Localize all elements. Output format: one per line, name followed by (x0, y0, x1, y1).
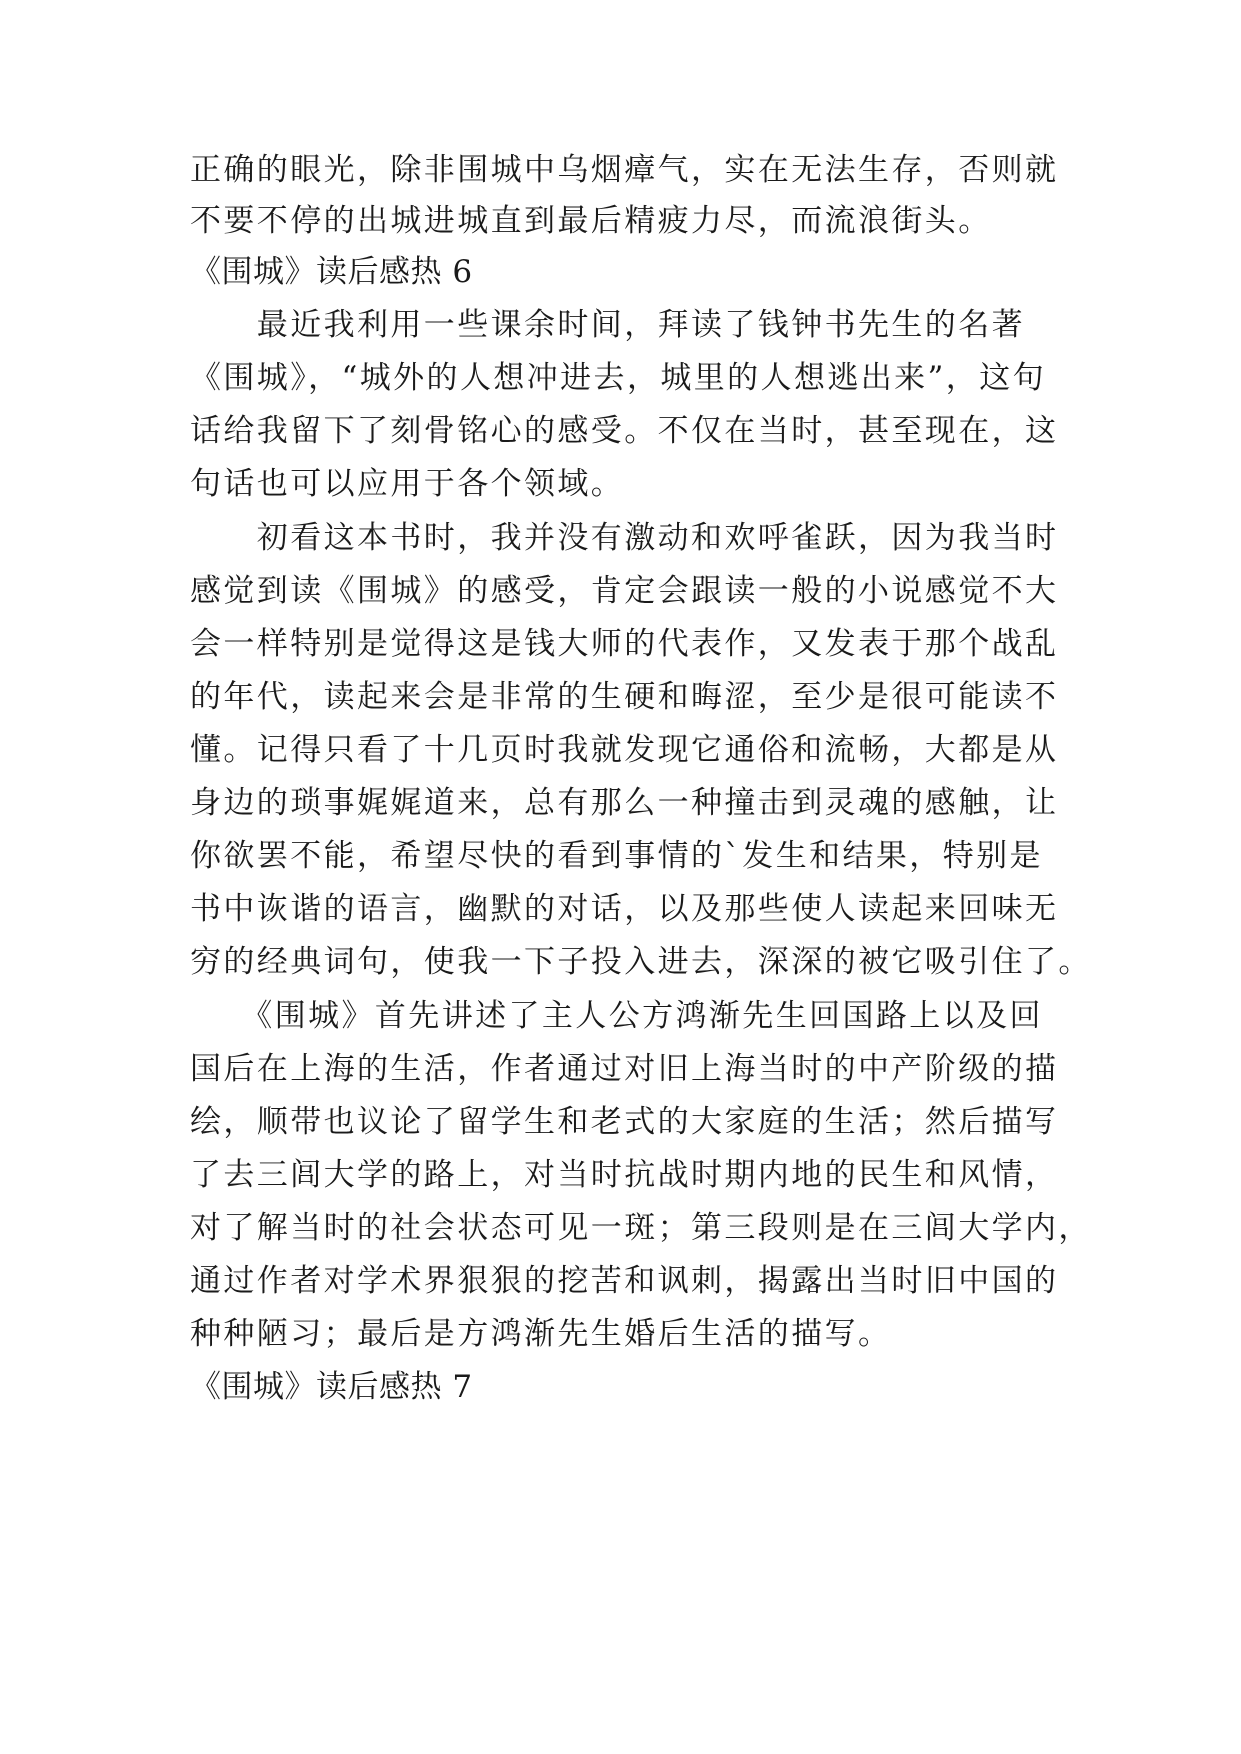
body-text-line: 种种陋习；最后是方鸿渐先生婚后生活的描写。 (190, 1316, 892, 1352)
body-text-line: 感觉到读《围城》的感受，肯定会跟读一般的小说感觉不大 (190, 573, 1059, 609)
body-text-line: 正确的眼光，除非围城中乌烟瘴气，实在无法生存，否则就 (190, 152, 1059, 188)
body-text-line: 不要不停的出城进城直到最后精疲力尽，而流浪街头。 (190, 203, 992, 239)
body-text-line: 穷的经典词句，使我一下子投入进去，深深的被它吸引住了。 (190, 944, 1092, 980)
body-text-line: 绘，顺带也议论了留学生和老式的大家庭的生活；然后描写 (190, 1104, 1059, 1140)
body-text-line: 《围城》首先讲述了主人公方鸿渐先生回国路上以及回 (190, 998, 1043, 1034)
body-text-line: 书中诙谐的语言，幽默的对话，以及那些使人读起来回味无 (190, 891, 1059, 927)
body-text-line: 通过作者对学术界狠狠的挖苦和讽刺，揭露出当时旧中国的 (190, 1263, 1059, 1299)
body-text-line: 会一样特别是觉得这是钱大师的代表作，又发表于那个战乱 (190, 626, 1059, 662)
body-text-line: 了去三闾大学的路上，对当时抗战时期内地的民生和风情， (190, 1157, 1059, 1193)
body-text-line: 《围城》，“城外的人想冲进去，城里的人想逃出来”，这句 (190, 360, 1046, 396)
body-text-line: 初看这本书时，我并没有激动和欢呼雀跃，因为我当时 (190, 520, 1059, 556)
body-text-line: 最近我利用一些课余时间，拜读了钱钟书先生的名著 (190, 307, 1025, 343)
section-heading: 《围城》读后感热 7 (190, 1369, 473, 1405)
body-text-line: 懂。记得只看了十几页时我就发现它通俗和流畅，大都是从 (190, 732, 1059, 768)
section-heading: 《围城》读后感热 6 (190, 254, 473, 290)
body-text-line: 对了解当时的社会状态可见一斑；第三段则是在三闾大学内， (190, 1210, 1092, 1246)
body-text-line: 你欲罢不能，希望尽快的看到事情的`发生和结果，特别是 (190, 838, 1043, 874)
body-text-line: 身边的琐事娓娓道来，总有那么一种撞击到灵魂的感触，让 (190, 785, 1059, 821)
body-text-line: 国后在上海的生活，作者通过对旧上海当时的中产阶级的描 (190, 1051, 1059, 1087)
body-text-line: 话给我留下了刻骨铭心的感受。不仅在当时，甚至现在，这 (190, 413, 1059, 449)
body-text-line: 的年代，读起来会是非常的生硬和晦涩，至少是很可能读不 (190, 679, 1059, 715)
body-text-line: 句话也可以应用于各个领域。 (190, 466, 625, 502)
